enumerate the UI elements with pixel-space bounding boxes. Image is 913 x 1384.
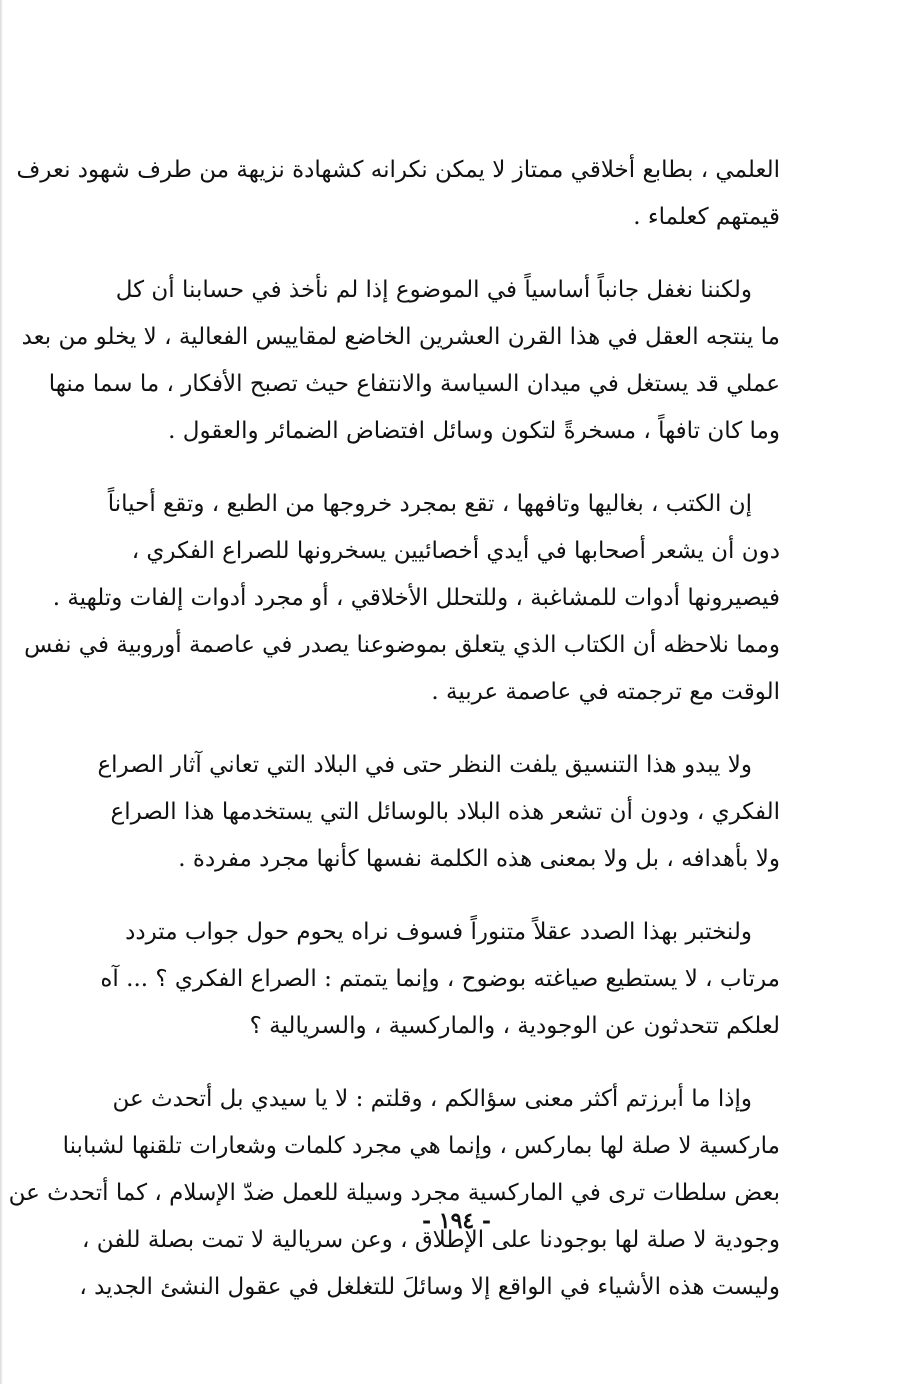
text-line: ولنختبر بهذا الصدد عقلاً متنوراً فسوف نراه يحوم حول جواب متردد bbox=[125, 919, 752, 945]
text-line: الوقت مع ترجمته في عاصمة عربية . bbox=[431, 679, 780, 705]
text-line: ومما نلاحظه أن الكتاب الذي يتعلق بموضوعنا يصدر في عاصمة أوروبية في نفس bbox=[24, 632, 780, 658]
page-number: - ١٩٤ - bbox=[421, 1208, 492, 1234]
text-line: فيصيرونها أدوات للمشاغبة ، وللتحلل الأخلاقي ، أو مجرد أدوات إلفات وتلهية . bbox=[52, 585, 780, 611]
paragraph-6 bbox=[8, 1076, 780, 1311]
paragraph-1 bbox=[16, 147, 780, 241]
text-line: دون أن يشعر أصحابها في أيدي أخصائيين يسخرونها للصراع الفكري ، bbox=[131, 538, 780, 564]
text-line: وليست هذه الأشياء في الواقع إلا وسائلَ للتغلغل في عقول النشئ الجديد ، bbox=[79, 1274, 780, 1300]
paragraph-2 bbox=[21, 267, 780, 455]
text-line: إن الكتب ، بغاليها وتافهها ، تقع بمجرد خروجها من الطبع ، وتقع أحياناً bbox=[107, 491, 752, 517]
text-line: ما ينتجه العقل في هذا القرن العشرين الخاضع لمقاييس الفعالية ، لا يخلو من بعد bbox=[21, 324, 780, 350]
text-line: مرتاب ، لا يستطيع صياغته بوضوح ، وإنما يتمتم : الصراع الفكري ؟ ... آه bbox=[100, 966, 780, 992]
text-line: ماركسية لا صلة لها بماركس ، وإنما هي مجرد كلمات وشعارات تلقنها لشبابنا bbox=[62, 1133, 780, 1159]
text-line: بعض سلطات ترى في الماركسية مجرد وسيلة للعمل ضدّ الإسلام ، كما أتحدث عن bbox=[8, 1180, 780, 1206]
text-line: عملي قد يستغل في ميدان السياسة والانتفاع حيث تصبح الأفكار ، ما سما منها bbox=[48, 371, 780, 397]
scan-edge bbox=[0, 0, 3, 1384]
text-line: وإذا ما أبرزتم أكثر معنى سؤالكم ، وقلتم : لا يا سيدي بل أتحدث عن bbox=[112, 1086, 752, 1112]
paragraph-4 bbox=[97, 742, 780, 883]
text-line: وجودية لا صلة لها بوجودنا على الإطلاق ، وعن سريالية لا تمت بصلة للفن ، bbox=[82, 1227, 780, 1253]
text-line: قيمتهم كعلماء . bbox=[633, 204, 780, 230]
paragraph-3 bbox=[24, 481, 780, 716]
body-text bbox=[8, 147, 780, 1337]
text-line: ولا يبدو هذا التنسيق يلفت النظر حتى في البلاد التي تعاني آثار الصراع bbox=[97, 752, 752, 778]
text-line: ولا بأهدافه ، بل ولا بمعنى هذه الكلمة نفسها كأنها مجرد مفردة . bbox=[178, 846, 780, 872]
text-line: لعلكم تتحدثون عن الوجودية ، والماركسية ، والسريالية ؟ bbox=[249, 1013, 780, 1039]
text-line: وما كان تافهاً ، مسخرةً لتكون وسائل افتضاض الضمائر والعقول . bbox=[168, 418, 780, 444]
text-line: العلمي ، بطابع أخلاقي ممتاز لا يمكن نكرانه كشهادة نزيهة من طرف شهود نعرف bbox=[16, 157, 780, 183]
text-line: ولكننا نغفل جانباً أساسياً في الموضوع إذا لم نأخذ في حسابنا أن كل bbox=[115, 277, 752, 303]
paragraph-5 bbox=[100, 909, 780, 1050]
text-line: الفكري ، ودون أن تشعر هذه البلاد بالوسائل التي يستخدمها هذا الصراع bbox=[110, 799, 780, 825]
